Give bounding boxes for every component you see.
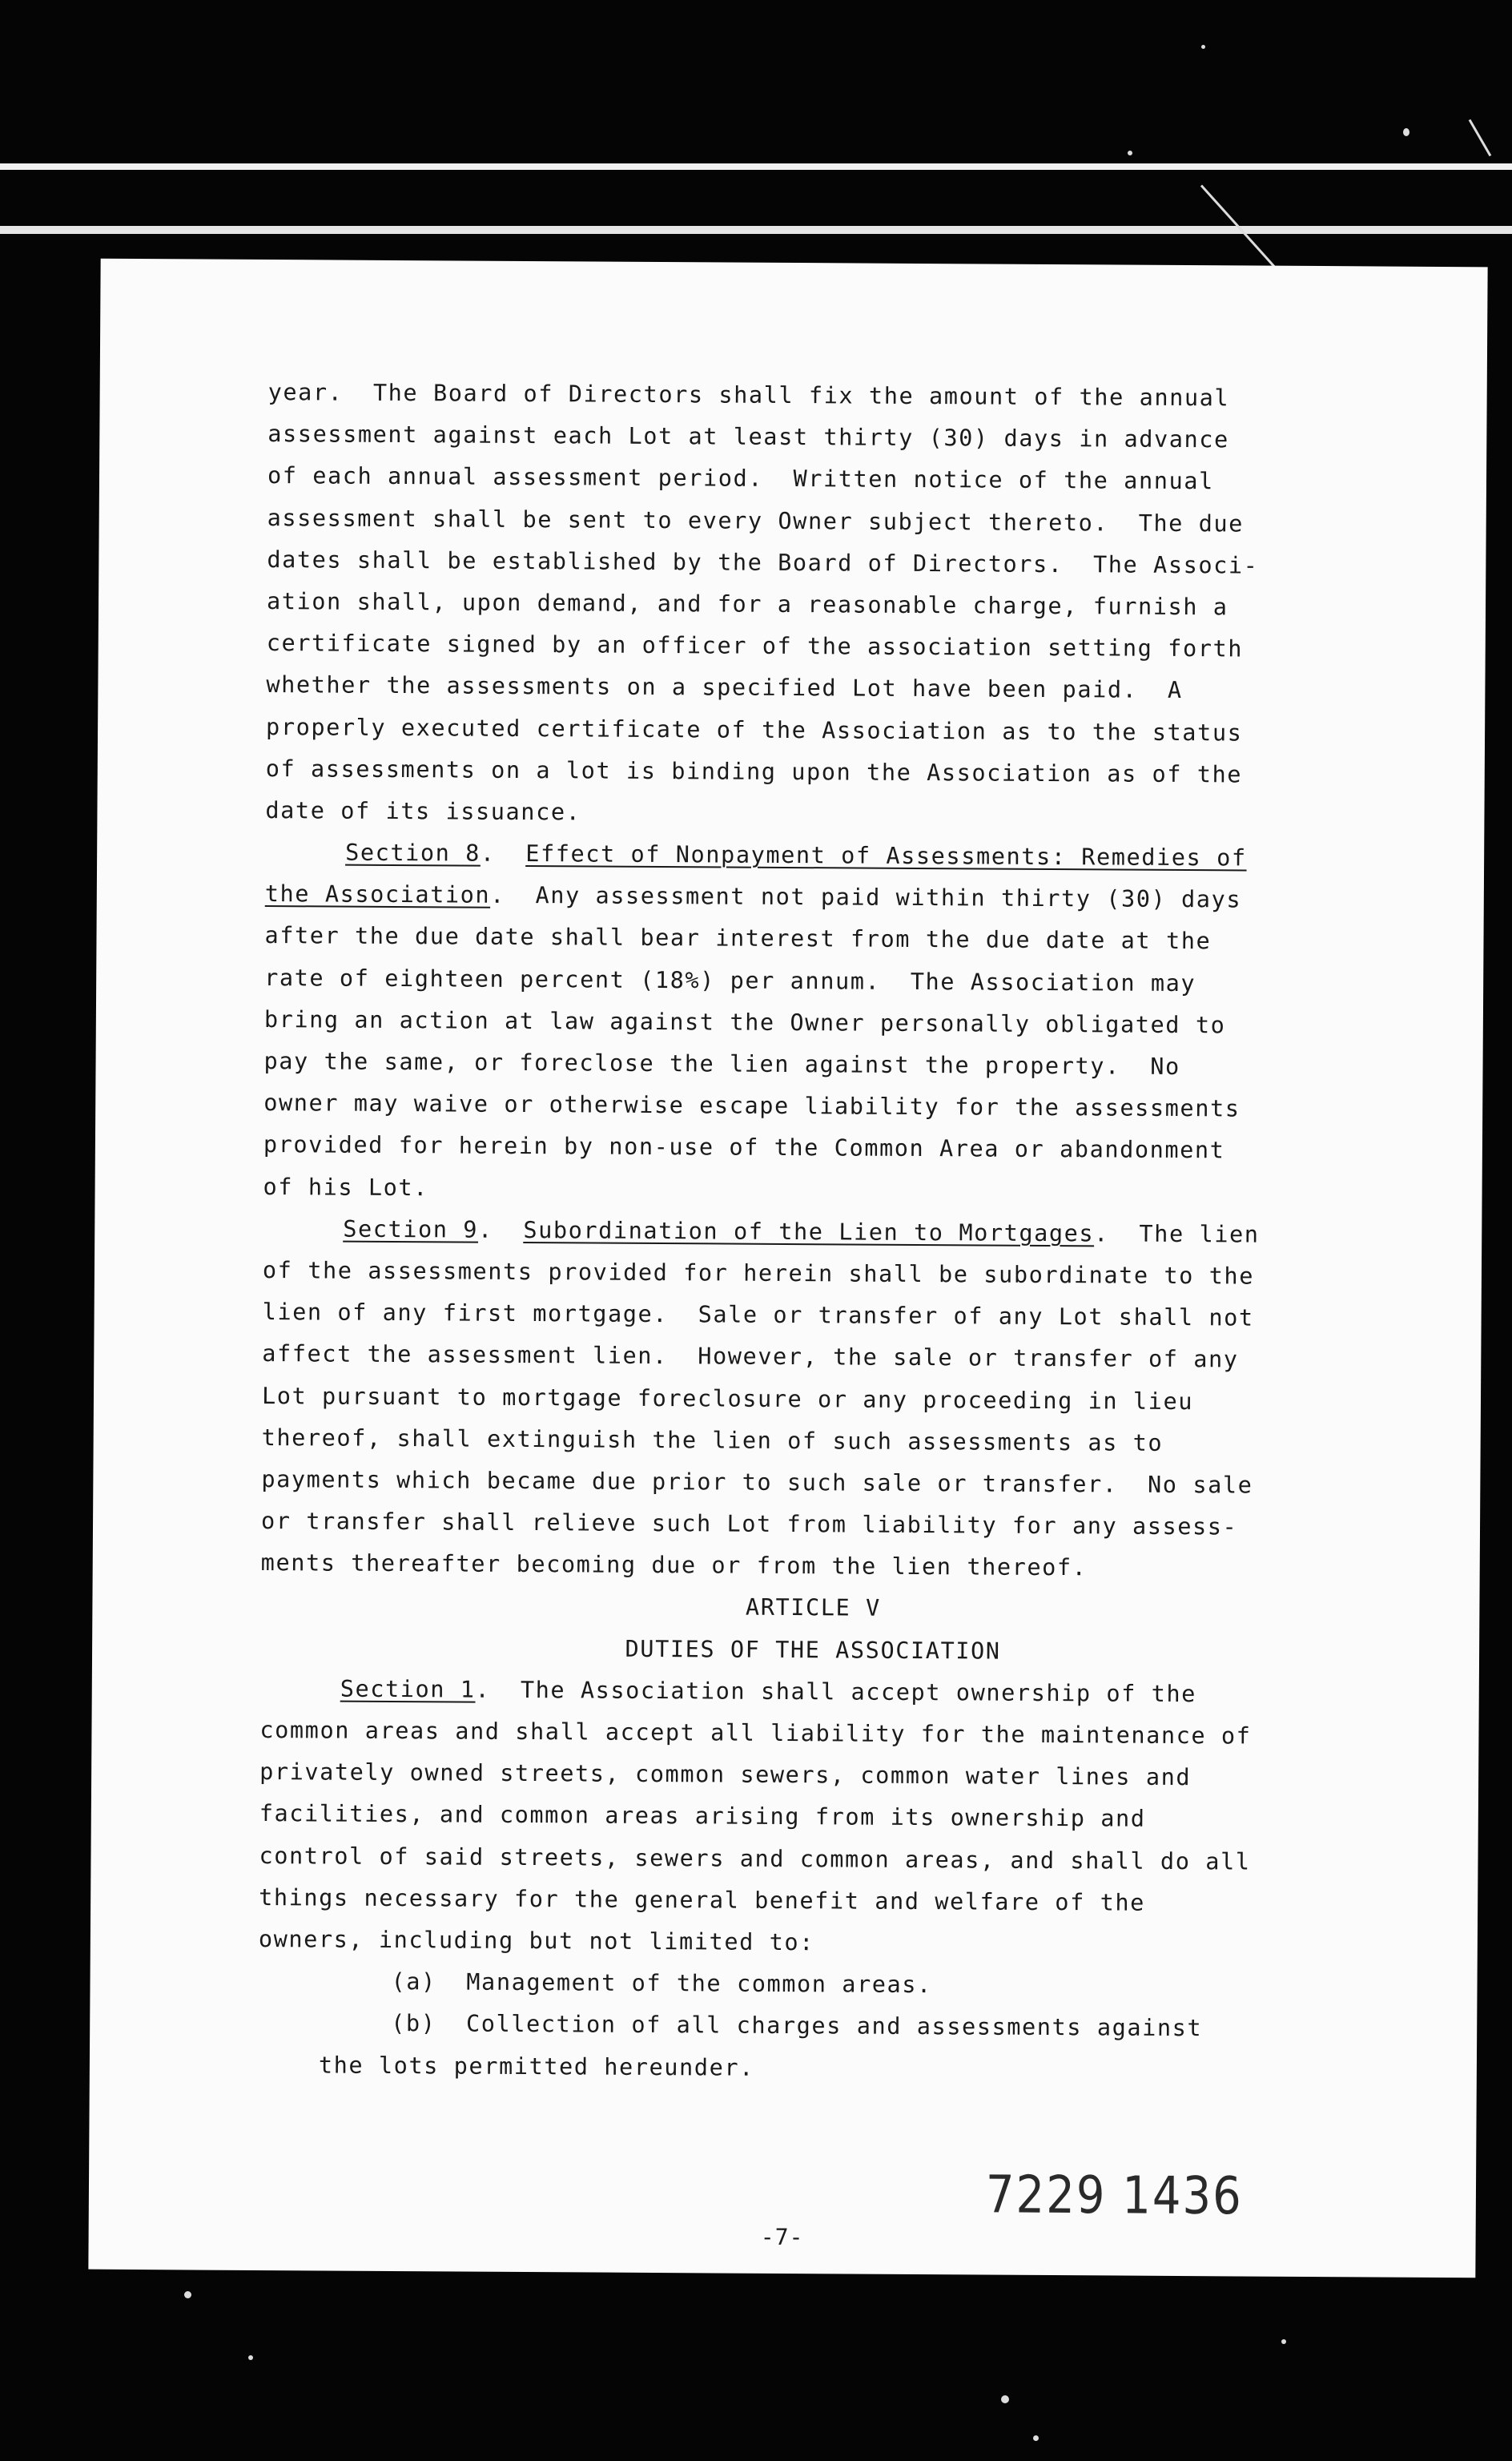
scan-speck [1403, 128, 1409, 136]
section-9-heading-line [263, 1208, 1400, 1257]
text-line: bring an action at law against the Owner personally obligated to [263, 1005, 1226, 1039]
text-line: thereof, shall extinguish the lien of such assessments as to [261, 1424, 1164, 1456]
text-line: ation shall, upon demand, and for a reasonable charge, furnish a [266, 587, 1228, 621]
list-item-b [258, 2002, 1395, 2051]
scan-speck [1033, 2435, 1039, 2441]
text-line: things necessary for the general benefit and welfare of the [259, 1883, 1146, 1916]
section-9-label: Section 9 [343, 1215, 479, 1243]
section-8-first-line [265, 873, 1402, 922]
section-9-title: Subordination of the Lien to Mortgages [523, 1216, 1095, 1247]
section-9-title-rest: . The lien [1094, 1220, 1260, 1248]
text-line: control of said streets, sewers and common areas, and shall do all [259, 1842, 1251, 1875]
text-line: owner may waive or otherwise escape liability for the assessments [263, 1090, 1241, 1122]
text-line: of each annual assessment period. Written notice of the annual [267, 462, 1214, 495]
section-9-punct: . [478, 1216, 524, 1243]
text-line: privately owned streets, common sewers, common water lines and [259, 1758, 1192, 1791]
article-heading: ARTICLE V [745, 1594, 881, 1622]
scan-speck [1001, 2395, 1009, 2403]
text-line: rate of eighteen percent (18%) per annum. The Association may [264, 964, 1196, 997]
text-line: payments which became due prior to such sale or transfer. No sale [261, 1465, 1253, 1499]
text-line: certificate signed by an officer of the association setting forth [266, 630, 1244, 663]
section-8-heading-line [265, 832, 1402, 880]
text-line: dates shall be established by the Board of Directors. The Associ- [267, 546, 1259, 579]
list-marker: (b) [391, 2010, 436, 2037]
section-8-label: Section 8 [345, 839, 481, 867]
list-item-text: Management of the common areas. [466, 1968, 932, 1999]
list-item-a [258, 1960, 1395, 2009]
document-body [258, 372, 1405, 2092]
article-subheading: DUTIES OF THE ASSOCIATION [625, 1635, 1001, 1665]
recording-stamp: 7229 1436 [985, 2165, 1244, 2227]
section-8-first-line-rest: . Any assessment not paid within thirty (30) days [490, 881, 1242, 913]
scan-speck [184, 2291, 191, 2298]
text-line: of assessments on a lot is binding upon the Association as of the [265, 755, 1243, 788]
section-1-heading-line [260, 1668, 1397, 1717]
text-line: lien of any first mortgage. Sale or transfer of any Lot shall not [262, 1299, 1254, 1331]
text-line: assessment against each Lot at least thirty (30) days in advance [267, 421, 1229, 453]
text-line: owners, including but not limited to: [258, 1925, 815, 1956]
scan-speck [1128, 151, 1132, 155]
text-line: after the due date shall bear interest from the due date at the [264, 922, 1212, 955]
section-8-punct: . [480, 840, 526, 868]
list-item-text: Collection of all charges and assessments against [465, 2010, 1203, 2042]
scan-artifact-band [0, 163, 1512, 170]
text-line: whether the assessments on a specified Lot have been paid. A [266, 671, 1183, 704]
list-item-b-continuation: the lots permitted hereunder. [318, 2051, 755, 2081]
section-8-title: Effect of Nonpayment of Assessments: Remedies of [525, 840, 1247, 872]
section-8-title-cont: the Association [264, 880, 491, 908]
text-line: provided for herein by non-use of the Common Area or abandonment [263, 1131, 1225, 1164]
text-line: properly executed certificate of the Association as to the status [266, 713, 1243, 746]
text-line: Lot pursuant to mortgage foreclosure or any proceeding in lieu [261, 1382, 1194, 1415]
text-line: common areas and shall accept all liability for the maintenance of [259, 1716, 1252, 1750]
scan-speck [1201, 45, 1205, 49]
text-line: or transfer shall relieve such Lot from liability for any assess- [260, 1508, 1238, 1541]
text-line: ments thereafter becoming due or from the lien thereof. [260, 1549, 1088, 1581]
page-number: -7- [760, 2223, 804, 2251]
list-marker: (a) [391, 1968, 436, 1996]
document-page [88, 259, 1487, 2278]
text-line: of the assessments provided for herein shall be subordinate to the [262, 1256, 1255, 1290]
text-line: date of its issuance. [265, 796, 581, 826]
text-line: facilities, and common areas arising from its ownership and [259, 1800, 1146, 1833]
section-1-first-line-rest: . The Association shall accept ownership of the [475, 1676, 1197, 1707]
text-line: of his Lot. [263, 1173, 429, 1201]
text-line: pay the same, or foreclose the lien against the property. No [263, 1047, 1180, 1080]
scan-speck [1281, 2339, 1286, 2344]
section-1-label: Section 1 [340, 1675, 476, 1703]
text-line: year. The Board of Directors shall fix the amount of the annual [267, 379, 1230, 412]
text-line: assessment shall be sent to every Owner subject thereto. The due [267, 504, 1245, 538]
scan-speck [248, 2355, 253, 2360]
text-line: affect the assessment lien. However, the sale or transfer of any [262, 1340, 1239, 1373]
scan-artifact-band [0, 226, 1512, 234]
